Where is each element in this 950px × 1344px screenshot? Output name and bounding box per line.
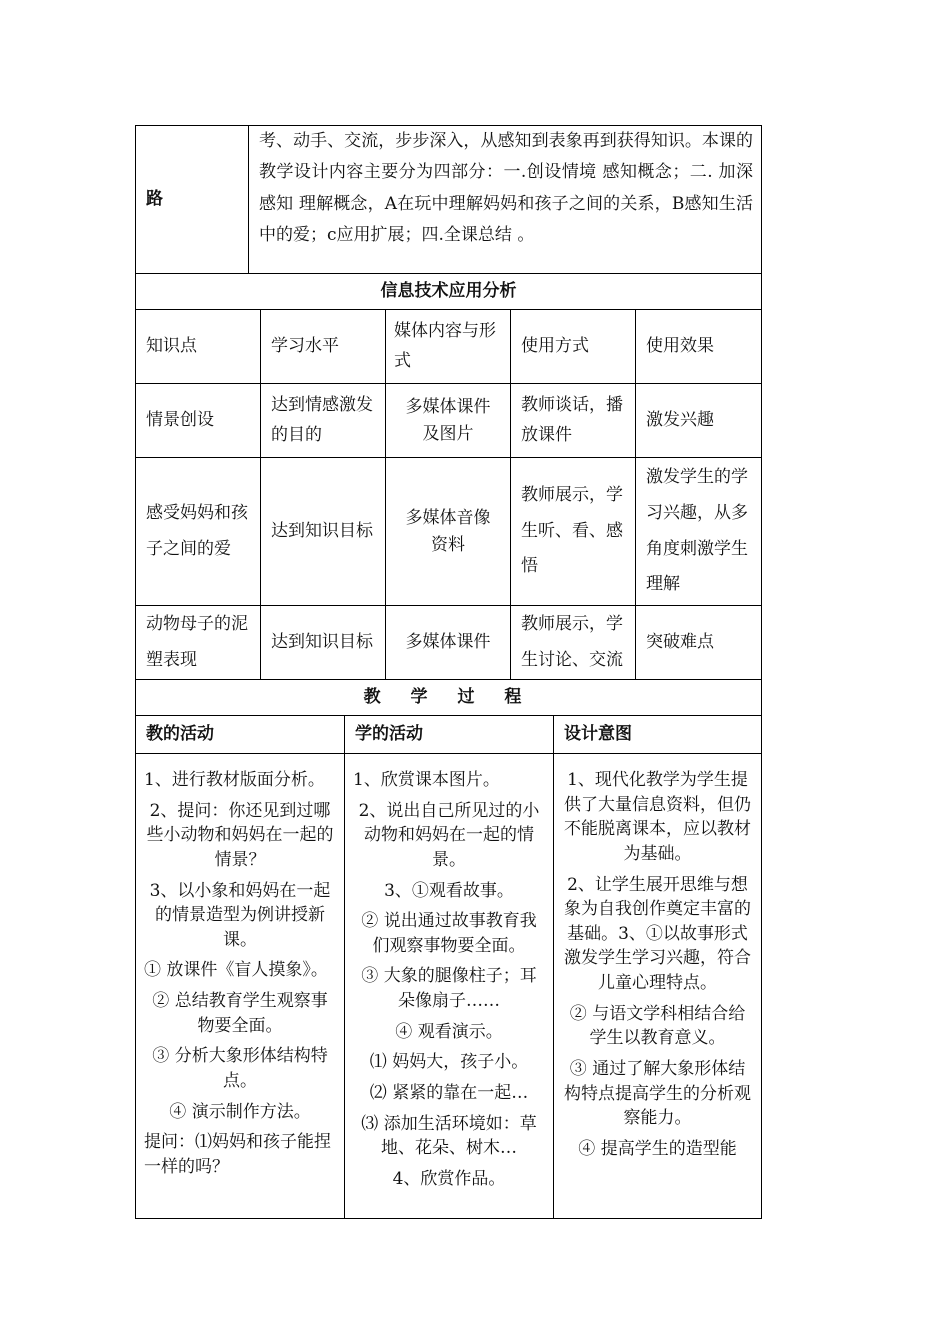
process-header-teacher: 教的活动 (136, 716, 345, 753)
process-header-intent: 设计意图 (564, 723, 632, 744)
teacher-step: 3、以小象和妈妈在一起的情景造型为例讲授新课。 (149, 880, 331, 950)
it-cell-knowledge: 动物母子的泥塑表现 (136, 606, 261, 679)
it-cell-media: 多媒体课件及图片 (386, 384, 511, 457)
process-header-student: 学的活动 (345, 716, 554, 753)
design-intent (554, 754, 761, 1218)
student-step: ② 说出通过故事教育我们观察事物要全面。 (361, 911, 537, 956)
teacher-step: ② 总结教育学生观察事物要全面。 (152, 991, 328, 1036)
student-step: ⑵ 紧紧的靠在一起… (369, 1083, 529, 1104)
student-step: 3、①观看故事。 (384, 880, 514, 901)
student-step: ④ 观看演示。 (395, 1021, 503, 1042)
student-step: 1、欣赏课本图片。 (353, 770, 500, 790)
teacher-step: 1、进行教材版面分析。 (144, 770, 325, 790)
intent-item: ③ 通过了解大象形体结构特点提高学生的分析观察能力。 (564, 1059, 751, 1129)
process-title-row (136, 680, 761, 716)
teaching-process-table (135, 715, 762, 1219)
it-header-effect: 使用效果 (646, 335, 714, 356)
it-header-media: 媒体内容与形式 (386, 310, 511, 383)
process-header-row (136, 716, 761, 754)
it-header-level: 学习水平 (261, 310, 386, 383)
intent-item: ② 与语文学科相结合给学生以教育意义。 (569, 1003, 746, 1049)
intent-item: 2、让学生展开思维与想象为自我创作奠定丰富的基础。3、①以故事形式激发学生学习兴趣，符合儿童心理特点。 (564, 874, 751, 994)
it-cell-effect: 激发学生的学习兴趣，从多角度刺激学生理解 (646, 467, 748, 595)
it-cell-knowledge: 感受妈妈和孩子之间的爱 (136, 458, 261, 605)
intent-item: ④ 提高学生的造型能 (578, 1138, 737, 1159)
it-cell-method: 教师谈话，播放课件 (511, 384, 636, 457)
it-cell-knowledge: 情景创设 (136, 384, 261, 457)
it-analysis-title-row (136, 274, 761, 310)
teacher-step: ④ 演示制作方法。 (169, 1101, 311, 1122)
process-content-row (136, 754, 761, 1218)
student-activities (345, 754, 554, 1218)
it-cell-level: 达到情感激发的目的 (261, 384, 386, 457)
it-cell-effect: 突破难点 (646, 631, 714, 652)
teacher-step: ③ 分析大象形体结构特点。 (152, 1046, 328, 1092)
it-header-method: 使用方式 (511, 310, 636, 383)
student-step: 2、说出自己所见过的小动物和妈妈在一起的情景。 (358, 800, 540, 870)
it-cell-method: 教师展示，学生讨论、交流 (511, 606, 636, 679)
lesson-plan-table-top (135, 125, 762, 716)
it-cell-level: 达到知识目标 (261, 458, 386, 605)
it-analysis-row (136, 384, 761, 458)
student-step: ⑴ 妈妈大，孩子小。 (369, 1052, 529, 1073)
design-idea-row (136, 126, 761, 274)
process-title: 教 学 过 程 (363, 686, 534, 707)
it-cell-method: 教师展示，学生听、看、感悟 (511, 458, 636, 605)
it-cell-effect: 激发兴趣 (646, 409, 714, 430)
it-header-knowledge: 知识点 (136, 310, 261, 383)
teacher-activities (136, 754, 345, 1218)
it-analysis-header-row (136, 310, 761, 384)
student-step: 4、欣赏作品。 (392, 1168, 506, 1189)
teacher-step: 2、提问：你还见到过哪些小动物和妈妈在一起的情景？ (146, 800, 334, 870)
it-cell-media: 多媒体音像资料 (386, 458, 511, 605)
it-analysis-row (136, 458, 761, 606)
student-step: ⑶ 添加生活环境如：草地、花朵、树木… (361, 1113, 537, 1159)
teacher-step: 提问：⑴妈妈和孩子能捏一样的吗？ (144, 1132, 331, 1177)
teacher-step: ① 放课件《盲人摸象》。 (144, 960, 328, 981)
design-idea-text: 考、动手、交流，步步深入，从感知到表象再到获得知识。本课的教学设计内容主要分为四部分：一.创设情境 感知概念；二. 加深感知 理解概念，A在玩中理解妈妈和孩子之间的关系，B感知生活中的爱；c应用扩展；四.全课总结 。 (259, 131, 753, 246)
it-analysis-title: 信息技术应用分析 (380, 280, 517, 301)
it-analysis-row (136, 606, 761, 680)
it-cell-media: 多媒体课件 (386, 606, 511, 679)
student-step: ③ 大象的腿像柱子；耳朵像扇子…… (361, 966, 537, 1012)
design-idea-label: 路 (136, 126, 249, 273)
intent-item: 1、现代化教学为学生提供了大量信息资料，但仍不能脱离课本，应以教材为基础。 (564, 770, 751, 864)
it-cell-level: 达到知识目标 (261, 606, 386, 679)
